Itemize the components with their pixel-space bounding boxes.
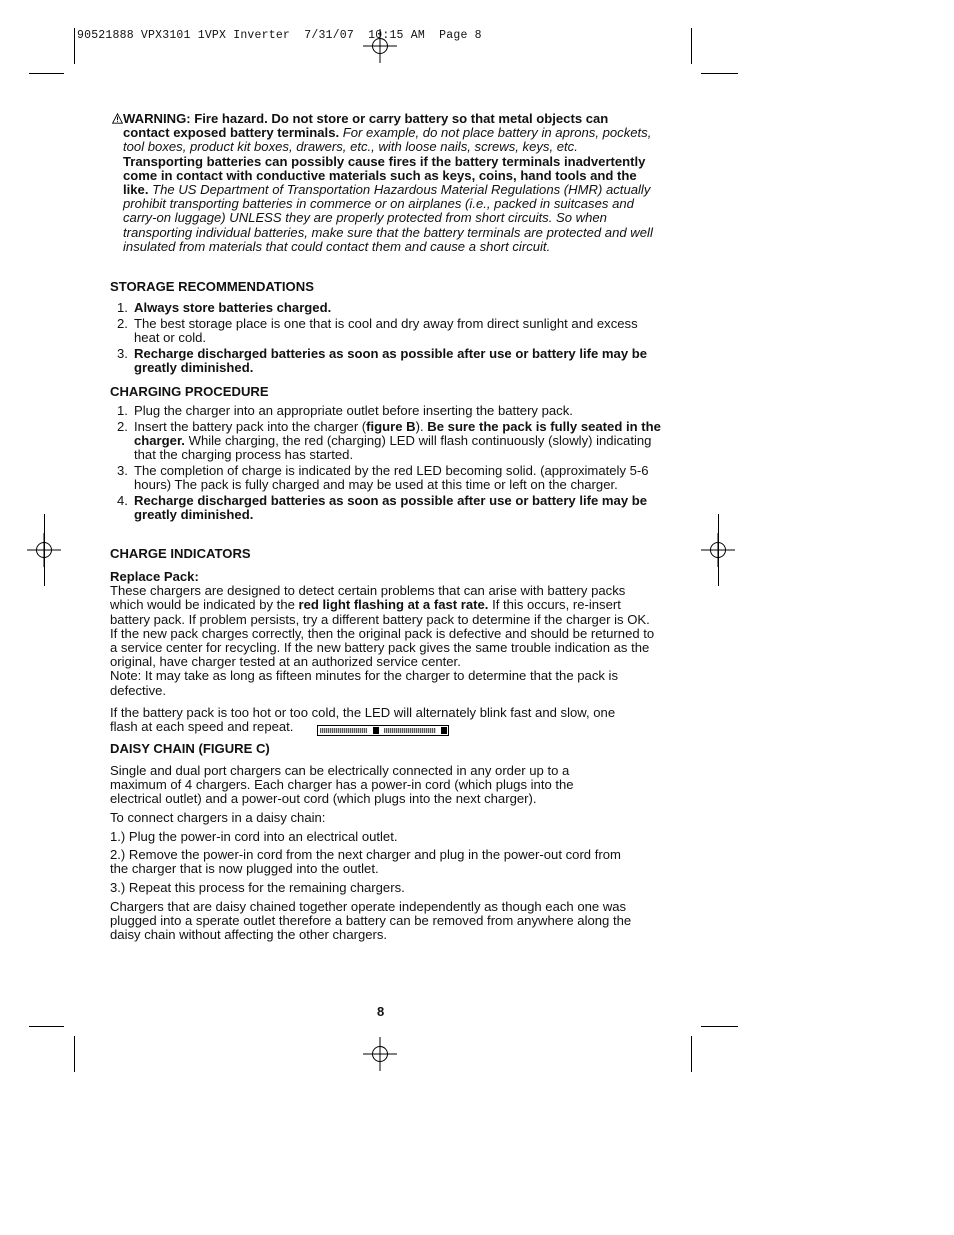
led-blink-pattern-icon: [317, 725, 449, 736]
replace-pack-section: [110, 570, 655, 698]
list-text: [134, 420, 662, 463]
daisy-paragraph-2: To connect chargers in a daisy chain:: [110, 810, 326, 825]
storage-heading: STORAGE RECOMMENDATIONS: [110, 279, 314, 294]
list-number: 4.: [117, 492, 128, 508]
list-text: The completion of charge is indicated by the red LED becoming solid. (approximately 5-6 hours) The pack is fully charged and may be used at this time or left on the charger.: [134, 462, 649, 493]
list-item: [117, 464, 662, 492]
warning-bold-1: WARNING: Fire hazard. Do not store or carry battery so that metal objects can contact exposed battery terminals.: [123, 111, 609, 141]
list-item: [117, 317, 662, 345]
page-number: 8: [377, 1004, 385, 1019]
list-text: Recharge discharged batteries as soon as possible after use or battery life may be greatly diminished.: [134, 345, 648, 375]
list-text: Always store batteries charged.: [134, 300, 332, 315]
note-text: Note: It may take as long as fifteen minutes for the charger to determine that the pack is defective.: [110, 668, 619, 698]
list-item: [117, 420, 662, 463]
text-run: These chargers are designed to detect certain problems that can arise with battery packs which would be indicated by the: [110, 583, 626, 613]
list-number: 3.: [117, 345, 128, 361]
registration-mark-icon: [363, 29, 397, 63]
warning-italic-2: The US Department of Transportation Hazardous Material Regulations (HMR) actually prohibit transporting batteries in commerce or on airplanes (i.e., packed in suitcases and carry-on luggage) UNLESS they are properly protected from short circuits. So when transporting individual batteries, make sure that the battery terminals are protected and well insulated from materials that could contact them and cause a short circuit.: [123, 182, 653, 254]
daisy-step-1: 1.) Plug the power-in cord into an electrical outlet.: [110, 829, 398, 844]
list-text: Recharge discharged batteries as soon as possible after use or battery life may be greatly diminished.: [134, 492, 648, 522]
charging-list: [117, 404, 662, 524]
warning-italic-1: For example, do not place battery in aprons, pockets, tool boxes, product kit boxes, drawers, etc., with loose nails, screws, keys, etc.: [123, 125, 652, 155]
warning-bold-2: Transporting batteries can possibly cause fires if the battery terminals inadvertently come in contact with conductive materials such as keys, coins, hand tools and the like.: [123, 153, 646, 198]
list-number: 1.: [117, 403, 128, 418]
daisy-heading: DAISY CHAIN (FIGURE C): [110, 741, 270, 756]
crop-mark: [29, 1026, 64, 1027]
warning-block: [112, 112, 657, 254]
list-item: [117, 301, 662, 315]
daisy-paragraph-3: Chargers that are daisy chained together operate independently as though each one was plugged into a sperate outlet therefore a battery can be removed from anywhere along the daisy chain without affecting the other chargers.: [110, 899, 632, 943]
crop-mark: [74, 1036, 75, 1072]
crop-mark: [74, 28, 75, 64]
list-number: 3.: [117, 462, 128, 478]
text-run: While charging, the red (charging) LED will flash continuously (slowly) indicating that the charging process has started.: [134, 432, 652, 463]
text-run-bold: Be sure the pack is fully seated in the charger.: [134, 418, 661, 448]
warning-triangle-icon: [112, 113, 123, 124]
crop-mark: [701, 73, 738, 74]
text-run: If this occurs, re-insert battery pack. If problem persists, try a different battery pack to determine if the charger is OK. If the new pack charges correctly, then the original pack is defective and should be returned to a service center for recycling. If the new battery pack gives the same trouble indication as the original, have charger tested at an authorized service center.: [110, 597, 655, 670]
list-number: 2.: [117, 418, 128, 434]
registration-mark-icon: [27, 533, 61, 567]
registration-mark-icon: [701, 533, 735, 567]
list-text: Plug the charger into an appropriate outlet before inserting the battery pack.: [134, 403, 573, 418]
text-run: Insert the battery pack into the charger (: [134, 418, 367, 434]
crop-mark: [29, 73, 64, 74]
print-slug: 90521888 VPX3101 1VPX Inverter 7/31/07 10:15 AM Page 8: [77, 29, 482, 42]
list-item: [117, 404, 662, 418]
replace-pack-subheading: Replace Pack:: [110, 569, 199, 584]
figure-ref: figure B: [366, 418, 416, 434]
daisy-step-2: 2.) Remove the power-in cord from the next charger and plug in the power-out cord from the charger that is now plugged into the outlet.: [110, 847, 621, 877]
list-text: The best storage place is one that is cool and dry away from direct sunlight and excess heat or cold.: [134, 315, 638, 345]
daisy-step-3: 3.) Repeat this process for the remaining chargers.: [110, 880, 405, 895]
text-run: ).: [415, 418, 428, 434]
daisy-paragraph-1: Single and dual port chargers can be electrically connected in any order up to a maximum of 4 chargers. Each charger has a power-in cord (which plugs into the electrical outlet) and a power-out cord (which plugs into the next charger).: [110, 763, 574, 807]
list-number: 2.: [117, 315, 128, 331]
list-number: 1.: [117, 300, 128, 315]
list-item: [117, 494, 662, 522]
list-item: [117, 347, 662, 375]
storage-list: [117, 301, 662, 377]
registration-mark-icon: [363, 1037, 397, 1071]
hot-cold-paragraph: If the battery pack is too hot or too cold, the LED will alternately blink fast and slow, one flash at each speed and repeat.: [110, 705, 616, 735]
crop-mark: [691, 28, 692, 64]
crop-mark: [701, 1026, 738, 1027]
crop-mark: [691, 1036, 692, 1072]
indicators-heading: CHARGE INDICATORS: [110, 546, 251, 561]
charging-heading: CHARGING PROCEDURE: [110, 384, 269, 399]
text-run-bold: red light flashing at a fast rate.: [298, 597, 489, 613]
